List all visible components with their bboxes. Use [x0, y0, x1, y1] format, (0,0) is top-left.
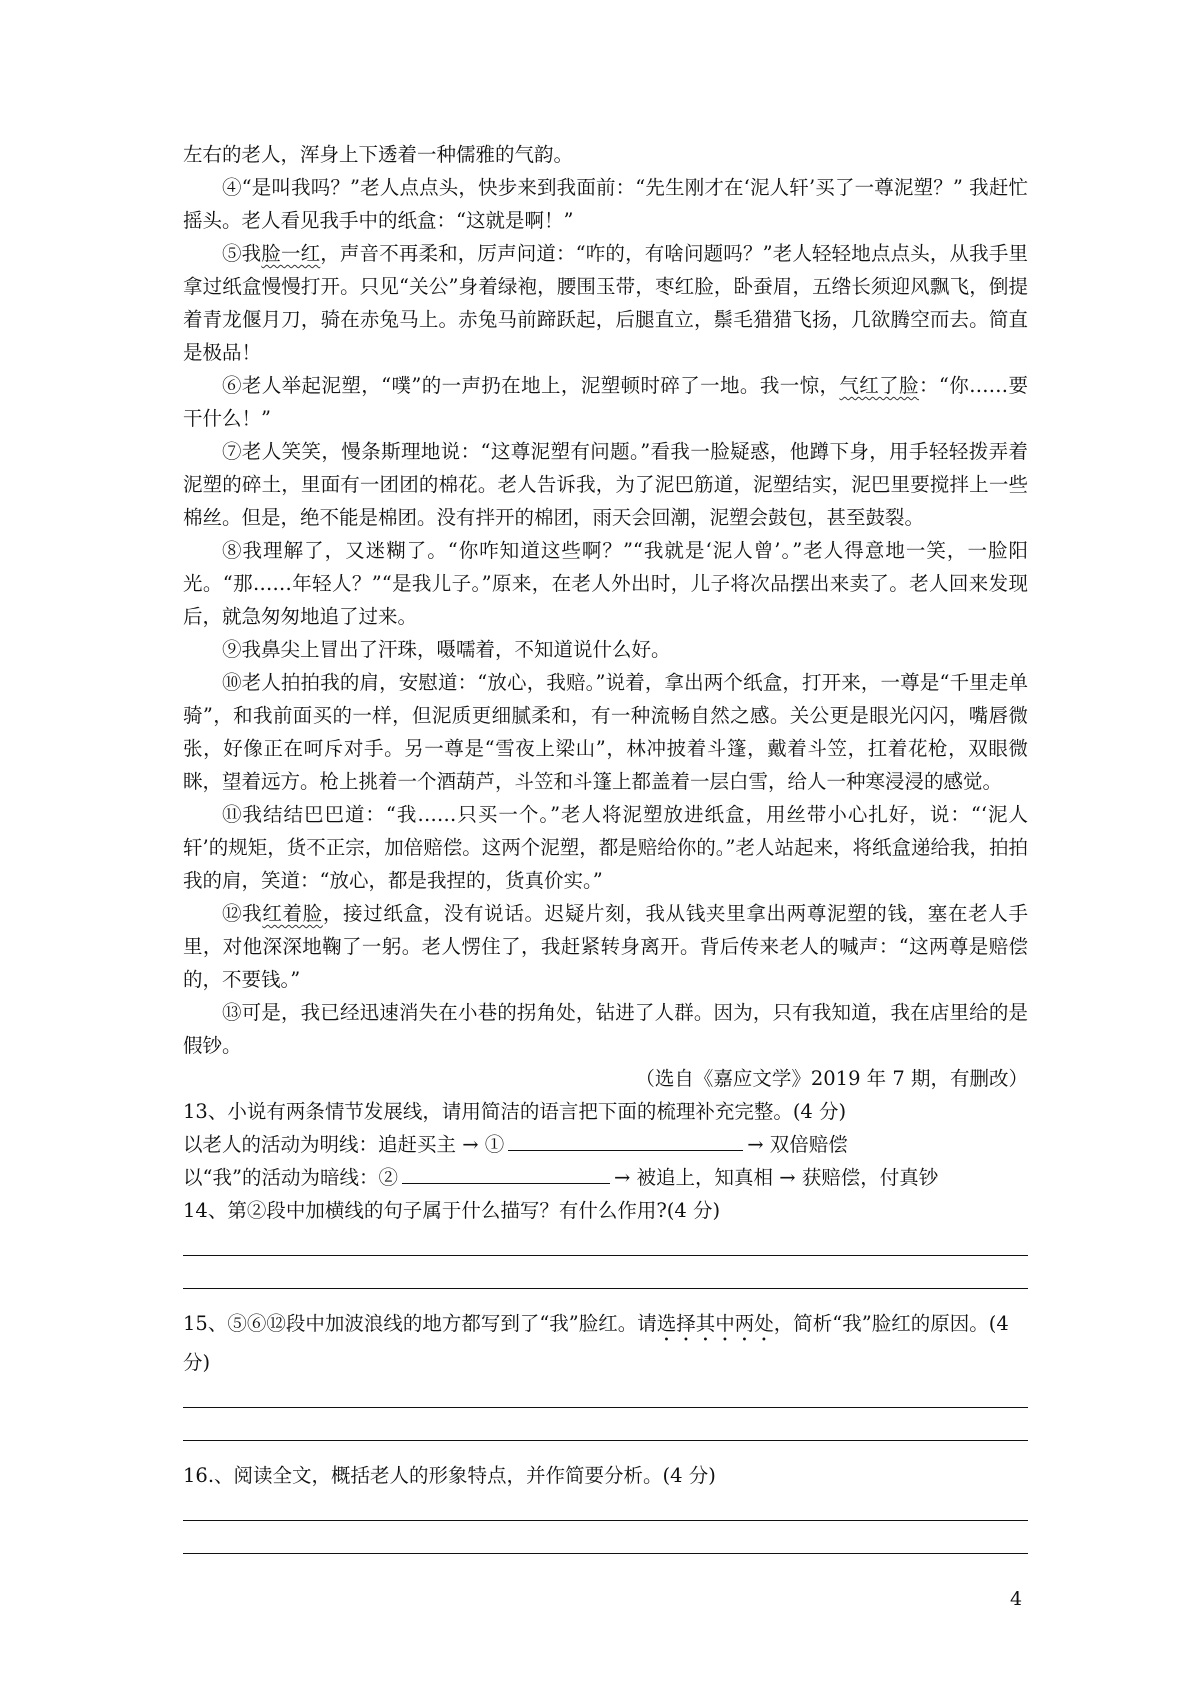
page-number: 4 [1010, 1588, 1023, 1610]
question-13-line-2: 以“我”的活动为暗线：② → 被追上，知真相 → 获赔偿，付真钞 [183, 1161, 1028, 1194]
answer-blank-2[interactable] [402, 1161, 610, 1184]
answer-line[interactable] [183, 1227, 1028, 1260]
spacer [183, 1445, 1028, 1459]
answer-blank-1[interactable] [508, 1128, 743, 1151]
question-14: 14、第②段中加横线的句子属于什么描写？有什么作用?(4 分) [183, 1199, 721, 1222]
source-citation: （选自《嘉应文学》2019 年 7 期，有删改） [635, 1067, 1028, 1090]
question-13: 13、小说有两条情节发展线，请用简洁的语言把下面的梳理补充完整。(4 分) [183, 1100, 847, 1123]
wavy-underline-text: 气红了脸 [839, 374, 919, 397]
paragraph-4: ④“是叫我吗？”老人点点头，快步来到我面前：“先生刚才在‘泥人轩’买了一尊泥塑？” 我赶忙摇头。老人看见我手中的纸盒：“这就是啊！” [183, 176, 1028, 232]
paragraph-12: ⑫我红着脸，接过纸盒，没有说话。迟疑片刻，我从钱夹里拿出两尊泥塑的钱，塞在老人手里，对他深深地鞠了一躬。老人愣住了，我赶紧转身离开。背后传来老人的喊声：“这两尊是赔偿的，不要钱。” [183, 902, 1028, 991]
answer-line[interactable] [183, 1412, 1028, 1445]
question-16: 16.、阅读全文，概括老人的形象特点，并作简要分析。(4 分) [183, 1464, 716, 1487]
paragraph-9: ⑨我鼻尖上冒出了汗珠，嗫嚅着，不知道说什么好。 [222, 638, 671, 661]
answer-line[interactable] [183, 1525, 1028, 1558]
answer-line[interactable] [183, 1260, 1028, 1293]
paragraph-13: ⑬可是，我已经迅速消失在小巷的拐角处，钻进了人群。因为，只有我知道，我在店里给的是假钞。 [183, 1001, 1028, 1057]
paragraph-intro: 左右的老人，浑身上下透着一种儒雅的气韵。 [183, 143, 574, 166]
answer-line[interactable] [183, 1379, 1028, 1412]
wavy-underline-text: 红着脸 [262, 902, 323, 925]
document-page [183, 138, 1028, 1558]
spacer [183, 1293, 1028, 1307]
paragraph-5: ⑤我脸一红，声音不再柔和，厉声问道：“咋的，有啥问题吗？”老人轻轻地点点头，从我手里拿过纸盒慢慢打开。只见“关公”身着绿袍，腰围玉带，枣红脸，卧蚕眉，五绺长须迎风飘飞，倒提着青龙偃月刀，骑在赤兔马上。赤兔马前蹄跃起，后腿直立，鬃毛猎猎飞扬，几欲腾空而去。简直是极品！ [183, 242, 1028, 364]
question-15: 15、⑤⑥⑫段中加波浪线的地方都写到了“我”脸红。请选择其中两处，简析“我”脸红的原因。(4 分) [183, 1312, 1009, 1374]
paragraph-10: ⑩老人拍拍我的肩，安慰道：“放心，我赔。”说着，拿出两个纸盒，打开来，一尊是“千里走单骑”，和我前面买的一样，但泥质更细腻柔和，有一种流畅自然之感。关公更是眼光闪闪，嘴唇微张，好像正在呵斥对手。另一尊是“雪夜上梁山”，林冲披着斗篷，戴着斗笠，扛着花枪，双眼微眯，望着远方。枪上挑着一个酒葫芦，斗笠和斗篷上都盖着一层白雪，给人一种寒浸浸的感觉。 [183, 671, 1028, 793]
answer-line[interactable] [183, 1492, 1028, 1525]
paragraph-6: ⑥老人举起泥塑，“噗”的一声扔在地上，泥塑顿时碎了一地。我一惊，气红了脸：“你……要干什么！” [183, 374, 1028, 430]
paragraph-8: ⑧我理解了，又迷糊了。“你咋知道这些啊？”“我就是‘泥人曾’。”老人得意地一笑，一脸阳光。“那……年轻人？”“是我儿子。”原来，在老人外出时，儿子将次品摆出来卖了。老人回来发现后，就急匆匆地追了过来。 [183, 539, 1028, 628]
paragraph-11: ⑪我结结巴巴道：“我……只买一个。”老人将泥塑放进纸盒，用丝带小心扎好，说：“‘泥人轩’的规矩，货不正宗，加倍赔偿。这两个泥塑，都是赔给你的。”老人站起来，将纸盒递给我，拍拍我的肩，笑道：“放心，都是我捏的，货真价实。” [183, 803, 1028, 892]
paragraph-7: ⑦老人笑笑，慢条斯理地说：“这尊泥塑有问题。”看我一脸疑惑，他蹲下身，用手轻轻拨弄着泥塑的碎土，里面有一团团的棉花。老人告诉我，为了泥巴筋道，泥塑结实，泥巴里要搅拌上一些棉丝。但是，绝不能是棉团。没有拌开的棉团，雨天会回潮，泥塑会鼓包，甚至鼓裂。 [183, 440, 1028, 529]
wavy-underline-text: 脸一红 [261, 242, 321, 265]
dotted-emphasis-text: 选择其中两处 [656, 1312, 774, 1335]
question-13-line-1: 以老人的活动为明线：追赶买主 → ① → 双倍赔偿 [183, 1128, 1028, 1161]
